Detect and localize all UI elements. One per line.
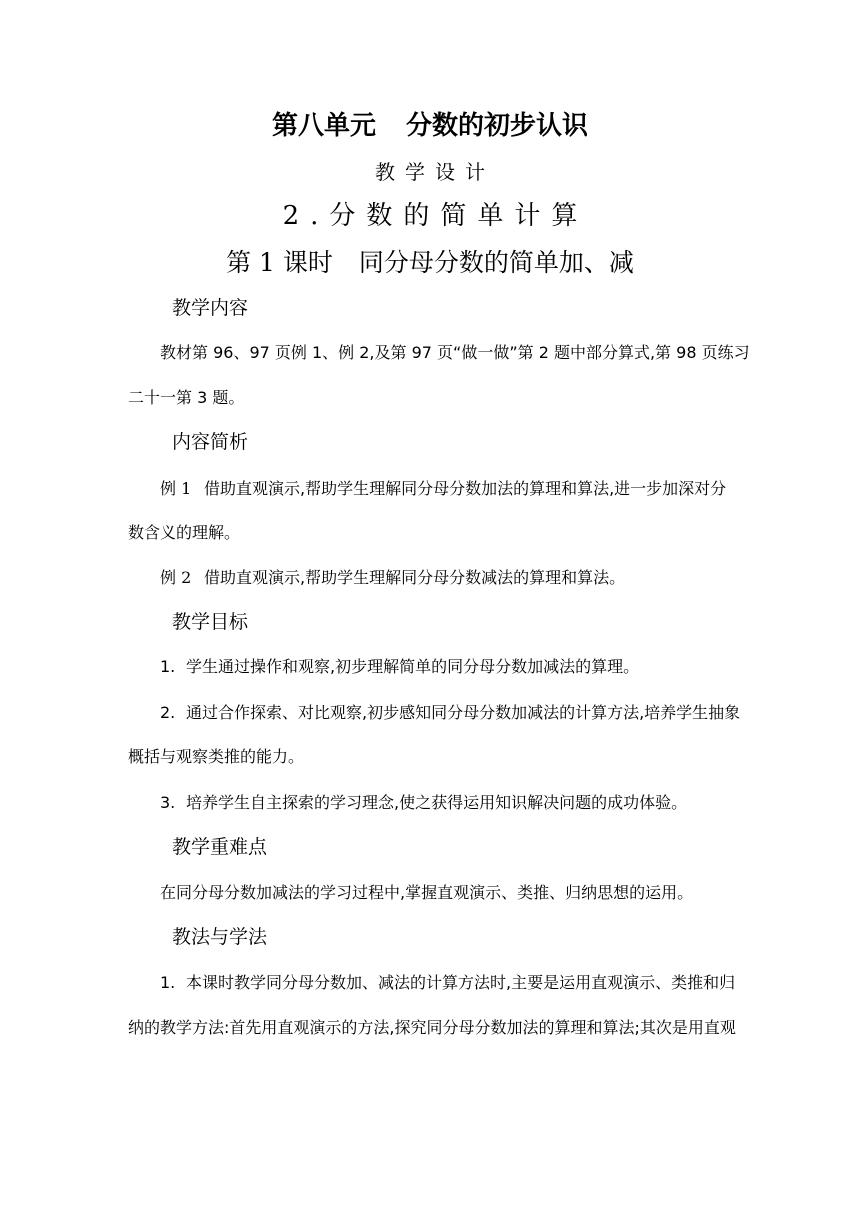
goal-3-number: 3.	[160, 793, 176, 812]
heading-key-points: 教学重难点	[172, 836, 268, 858]
example-1-text: 借助直观演示,帮助学生理解同分母分数加法的算理和算法,进一步加深对分	[204, 479, 727, 498]
example-2-text: 借助直观演示,帮助学生理解同分母分数减法的算理和算法。	[204, 568, 626, 587]
unit-number: 第八单元	[271, 111, 376, 141]
heading-teaching-goals: 教学目标	[172, 611, 249, 633]
example-1-label: 例 1	[160, 479, 192, 498]
content-line-1: 教材第 96、97 页例 1、例 2,及第 97 页“做一做”第 2 题中部分算式,第 98 页练习	[160, 343, 750, 362]
heading-methods: 教法与学法	[172, 926, 268, 948]
goal-1-text: 学生通过操作和观察,初步理解简单的同分母分数加减法的算理。	[186, 657, 640, 676]
section-title: 2.分数的简单计算	[282, 201, 589, 231]
method-1-number: 1.	[160, 973, 176, 992]
method-item-1	[160, 970, 735, 996]
example-1-line-1	[160, 476, 726, 502]
heading-content-analysis: 内容简析	[172, 431, 249, 453]
goal-3-text: 培养学生自主探索的学习理念,使之获得运用知识解决问题的成功体验。	[186, 793, 688, 812]
unit-name: 分数的初步认识	[406, 111, 589, 141]
example-2-line-1	[160, 565, 625, 591]
key-points-line-1: 在同分母分数加减法的学习过程中,掌握直观演示、类推、归纳思想的运用。	[160, 883, 694, 902]
lesson-number: 第 1 课时	[226, 248, 333, 277]
goal-item-3	[160, 790, 687, 816]
lesson-title	[0, 243, 860, 283]
goal-2-number: 2.	[160, 703, 176, 722]
goal-item-1	[160, 654, 639, 680]
goal-2-text: 通过合作探索、对比观察,初步感知同分母分数加减法的计算方法,培养学生抽象	[186, 703, 741, 722]
unit-title	[0, 106, 860, 146]
content-line-2: 二十一第 3 题。	[128, 388, 245, 407]
goal-1-number: 1.	[160, 657, 176, 676]
doc-subtitle: 教学设计	[375, 160, 495, 184]
heading-teaching-content: 教学内容	[172, 297, 249, 319]
method-1-text: 本课时教学同分母分数加、减法的计算方法时,主要是运用直观演示、类推和归	[186, 973, 736, 992]
goal-item-2-line-2: 概括与观察类推的能力。	[128, 747, 305, 766]
goal-item-2	[160, 700, 740, 726]
method-item-1-line-2: 纳的教学方法:首先用直观演示的方法,探究同分母分数加法的算理和算法;其次是用直观	[128, 1018, 736, 1037]
lesson-name: 同分母分数的简单加、减	[358, 248, 634, 277]
example-1-line-2: 数含义的理解。	[128, 523, 241, 542]
example-2-label: 例 2	[160, 568, 192, 587]
